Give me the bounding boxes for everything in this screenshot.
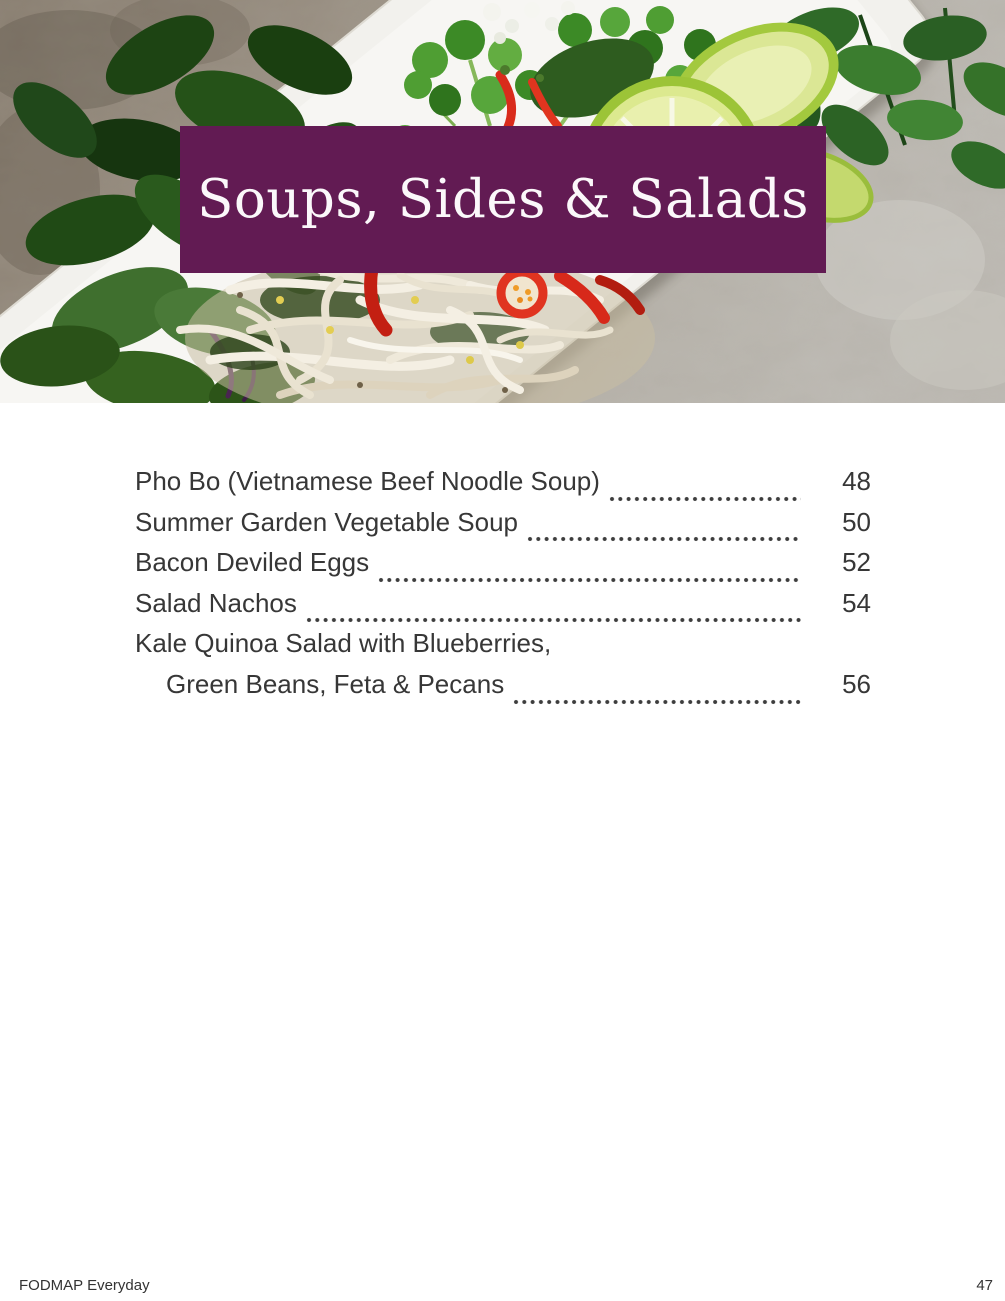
toc-entry-label: Summer Garden Vegetable Soup bbox=[135, 506, 519, 537]
hero-photo bbox=[0, 0, 1005, 403]
toc-leader-dots bbox=[305, 616, 801, 624]
section-title: Soups, Sides & Salads bbox=[197, 169, 809, 230]
toc-leader-dots bbox=[512, 698, 801, 706]
toc-page-number: 50 bbox=[842, 506, 871, 537]
toc-entry[interactable] bbox=[135, 588, 871, 629]
toc-page-number: 54 bbox=[842, 587, 871, 618]
toc-leader-dots bbox=[608, 495, 801, 503]
toc-entry[interactable] bbox=[135, 507, 871, 548]
toc-entry-label: Bacon Deviled Eggs bbox=[135, 547, 370, 578]
section-banner bbox=[180, 126, 826, 273]
toc-entry-label: Kale Quinoa Salad with Blueberries, bbox=[135, 628, 552, 659]
footer bbox=[19, 1277, 993, 1294]
toc-entry[interactable] bbox=[135, 669, 871, 710]
toc-entry[interactable] bbox=[135, 547, 871, 588]
toc-page-number: 52 bbox=[842, 547, 871, 578]
toc-entry[interactable] bbox=[135, 466, 871, 507]
toc-leader-dots bbox=[526, 535, 801, 543]
toc-leader-dots bbox=[377, 576, 801, 584]
toc-entry-label: Salad Nachos bbox=[135, 587, 297, 618]
footer-page-number: 47 bbox=[976, 1277, 993, 1294]
toc-entry-label: Pho Bo (Vietnamese Beef Noodle Soup) bbox=[135, 466, 600, 496]
toc-page-number: 48 bbox=[842, 466, 871, 496]
toc-page-number: 56 bbox=[842, 668, 871, 699]
toc-list bbox=[135, 466, 871, 710]
toc-entry-label: Green Beans, Feta & Pecans bbox=[166, 668, 505, 699]
footer-brand: FODMAP Everyday bbox=[19, 1277, 150, 1294]
toc-entry[interactable] bbox=[135, 628, 871, 669]
